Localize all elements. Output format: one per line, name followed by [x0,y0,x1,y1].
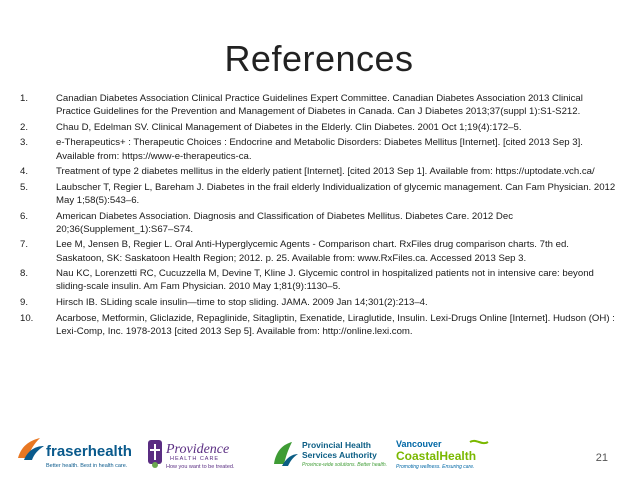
reference-list [20,92,618,340]
reference-text: e-Therapeutics+ : Therapeutic Choices : Endocrine and Metabolic Disorders: Diabetes Mellitus [Internet]. [cited 2013 Sep 3]. Available from: https://www-e-therapeutics-ca. [56,137,583,162]
vch-logo [394,436,504,472]
fraser-wordmark: fraserhealth [46,443,132,460]
reference-number: 8. [20,268,29,280]
reference-item [20,210,618,236]
reference-item [20,136,618,162]
vch-tagline: Promoting wellness. Ensuring care. [396,464,475,470]
phsa-line1: Provincial Health [302,440,371,450]
reference-item [20,267,618,293]
reference-item [20,296,618,309]
reference-text: Treatment of type 2 diabetes mellitus in the elderly patient [Internet]. [cited 2013 Sep 1]. Available from: https://uptodate.vch.ca/ [56,166,595,178]
providence-subtitle: HEALTH CARE [170,456,220,462]
reference-number: 7. [20,239,29,251]
reference-number: 9. [20,296,29,308]
footer [0,428,638,479]
providence-logo [146,436,258,472]
phsa-line2: Services Authority [302,450,377,460]
reference-number: 2. [20,121,29,133]
reference-text: Hirsch IB. SLiding scale insulin—time to stop sliding. JAMA. 2009 Jan 14;301(2):213–4. [56,296,428,308]
reference-number: 5. [20,181,29,193]
fraser-health-logo [14,436,132,472]
reference-text: Acarbose, Metformin, Gliclazide, Repaglinide, Sitagliptin, Exenatide, Liraglutide, Insulin. Lexi-Drugs Online [Internet]. Hudson (OH) : Lexi-Comp, Inc. 1978-2013 [cited 2013 Sep 5]. Available from: http://online.lexi.com. [56,312,615,337]
reference-text: Chau D, Edelman SV. Clinical Management of Diabetes in the Elderly. Clin Diabetes. 2001 Oct 1;19(4):172–5. [56,121,522,133]
phsa-tagline: Province-wide solutions. Better health. [302,462,388,468]
reference-text: Lee M, Jensen B, Regier L. Oral Anti-Hyperglycemic Agents - Comparison chart. RxFiles drug comparison charts. 7th ed. Saskatoon, SK: Saskatoon Health Region; 2012. p. 25. Available from: www.RxFiles.ca. Accessed 2013 Sep 3. [56,239,569,264]
reference-item [20,238,618,264]
page-title: References [224,38,414,79]
reference-item [20,312,618,338]
reference-number: 3. [20,137,29,149]
reference-item [20,92,618,118]
vch-line1: Vancouver [396,439,442,449]
reference-item [20,181,618,207]
reference-item [20,165,618,178]
phsa-leaf-icon [274,442,298,466]
reference-text: American Diabetes Association. Diagnosis and Classification of Diabetes Mellitus. Diabetes Care. 2012 Dec 20;36(Supplement_1):S67–S74. [56,210,513,235]
phsa-logo [270,436,388,472]
reference-number: 4. [20,166,29,178]
page-number: 21 [595,452,608,464]
reference-number: 10. [20,312,34,324]
reference-text: Laubscher T, Regier L, Bareham J. Diabetes in the frail elderly Individualization of glycemic management. Can Fam Physician. 2012 May 1;58(5):543–6. [56,181,616,206]
providence-wordmark: Providence [166,442,230,457]
vch-wave-icon [470,441,488,443]
fraser-tagline: Better health. Best in health care. [46,463,128,469]
fraser-leaf-icon [18,438,44,460]
reference-item [20,121,618,134]
reference-text: Canadian Diabetes Association Clinical Practice Guidelines Expert Committee. Canadian Diabetes Association 2013 Clinical Practice Guidelines for the Prevention and Management of Diabetes in Canada. Can J Diabetes 2013;37(suppl 1):S1-S212. [56,93,583,118]
providence-tagline: How you want to be treated. [166,464,235,470]
reference-number: 1. [20,93,29,104]
reference-text: Nau KC, Lorenzetti RC, Cucuzzella M, Devine T, Kline J. Glycemic control in hospitalized patients not in intensive care: beyond sliding-scale insulin. Am Fam Physician. 2010 May 1;81(9):1130–5. [56,268,594,293]
reference-number: 6. [20,210,29,222]
providence-emblem-icon [148,440,162,468]
vch-line2: CoastalHealth [396,449,477,463]
